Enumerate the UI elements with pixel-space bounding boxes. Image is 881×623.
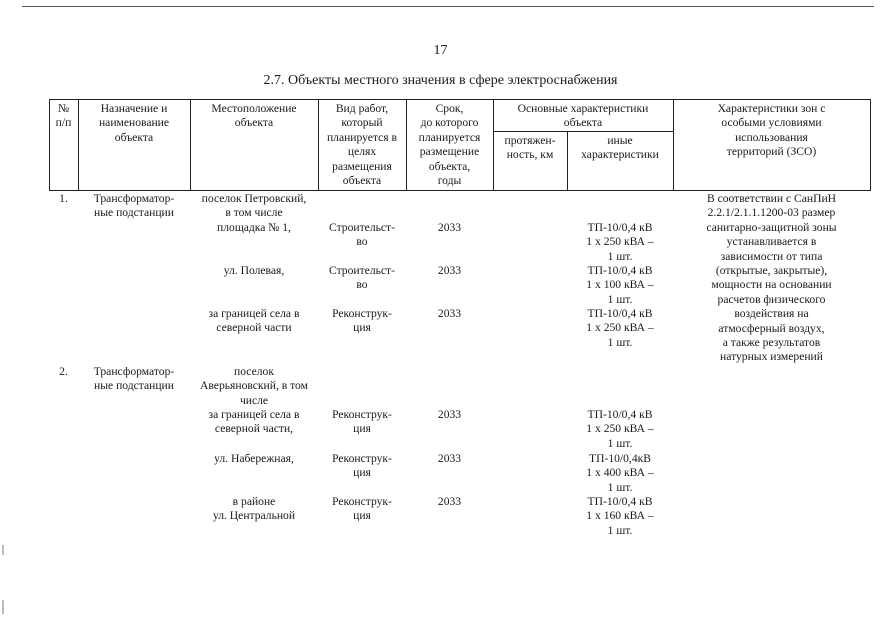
header-main: Основные характеристики объекта (517, 102, 649, 130)
item-work: Реконструк- ция (332, 307, 392, 335)
row-location-intro: поселок Аверьяновский, в том числе (200, 365, 308, 407)
item-work: Реконструк- ция (332, 495, 392, 523)
page-number: 17 (433, 43, 448, 58)
row-zones: В соответствии с СанПиН 2.2.1/2.1.1.1200-03 размер санитарно-защитной зоны устанавливается в зависимости от типа (открытые, закрытые), мощности на основании расчетов физического воздействия на атмосферный воздух, а также результатов натурных измерений (706, 192, 837, 364)
item-year: 2033 (437, 495, 462, 508)
header-length: протяжен- ность, км (504, 134, 556, 162)
row-name: Трансформатор- ные подстанции (93, 192, 175, 220)
item-other: ТП-10/0,4 кВ 1 х 100 кВА – 1 шт. (586, 264, 654, 306)
item-location: за границей села в северной части (208, 307, 300, 335)
page-title: 2.7. Объекты местного значения в сфере электроснабжения (263, 73, 618, 88)
header-term: Срок, до которого планируется размещение объекта, годы (418, 102, 481, 188)
item-year: 2033 (437, 408, 462, 421)
item-work: Реконструк- ция (332, 452, 392, 480)
row-num: 2. (59, 365, 68, 378)
item-other: ТП-10/0,4 кВ 1 х 250 кВА – 1 шт. (586, 307, 654, 349)
header-name: Назначение и наименование объекта (98, 102, 170, 144)
item-work: Строительст- во (329, 221, 395, 249)
item-year: 2033 (437, 452, 462, 465)
item-year: 2033 (437, 264, 462, 277)
item-other: ТП-10/0,4 кВ 1 х 160 кВА – 1 шт. (586, 495, 654, 537)
item-other: ТП-10/0,4 кВ 1 х 250 кВА – 1 шт. (586, 221, 654, 263)
item-year: 2033 (437, 307, 462, 320)
header-work: Вид работ, который планируется в целях размещения объекта (326, 102, 398, 188)
item-location: ул. Полевая, (223, 264, 285, 277)
header-num: № п/п (55, 102, 72, 130)
row-num: 1. (59, 192, 68, 205)
item-year: 2033 (437, 221, 462, 234)
item-other: ТП-10/0,4 кВ 1 х 250 кВА – 1 шт. (586, 408, 654, 450)
row-location-intro: поселок Петровский, в том числе (201, 192, 307, 220)
item-work: Строительст- во (329, 264, 395, 292)
scan-speck (2, 600, 4, 614)
item-other: ТП-10/0,4кВ 1 х 400 кВА – 1 шт. (586, 452, 654, 494)
item-location: ул. Набережная, (214, 452, 294, 465)
item-work: Реконструк- ция (332, 408, 392, 436)
item-location: площадка № 1, (217, 221, 291, 234)
item-location: в районе ул. Центральной (212, 495, 296, 523)
header-location: Местоположение объекта (211, 102, 297, 130)
header-other: иные характеристики (581, 134, 659, 162)
header-zones: Характеристики зон с особыми условиями использования территорий (ЗСО) (717, 102, 826, 159)
item-location: за границей села в северной части, (208, 408, 300, 436)
row-name: Трансформатор- ные подстанции (93, 365, 175, 393)
top-rule (22, 6, 874, 7)
scan-speck (2, 545, 4, 555)
